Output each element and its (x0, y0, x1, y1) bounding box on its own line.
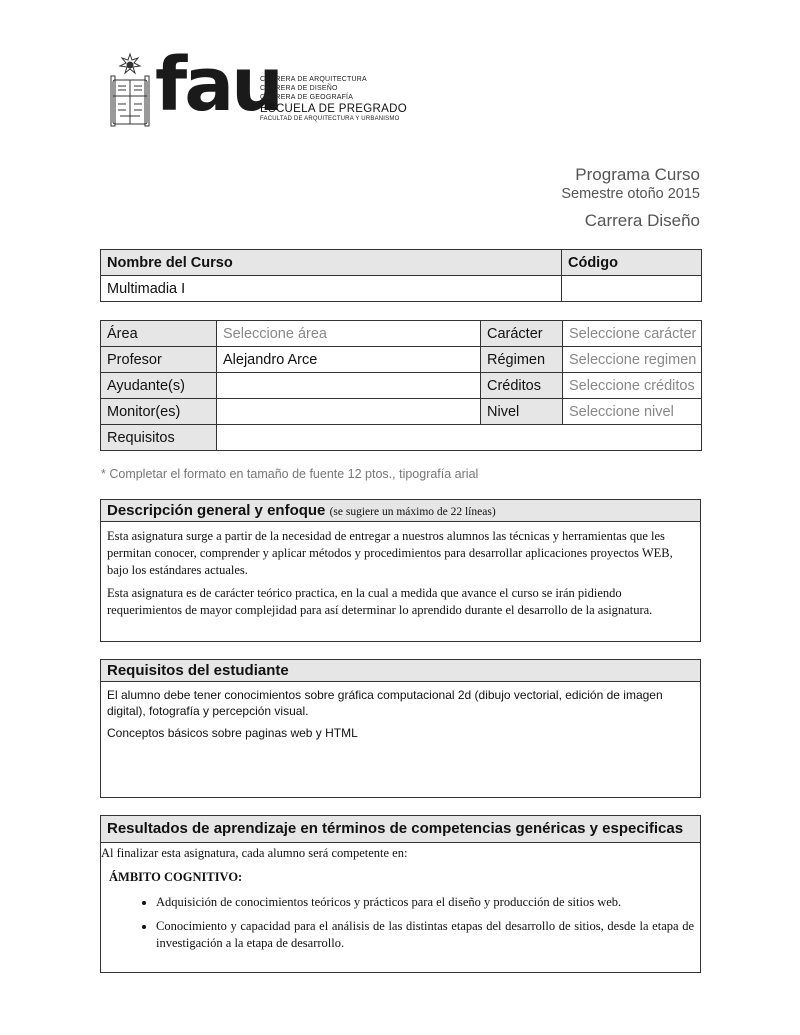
program-title: Programa Curso (575, 165, 700, 184)
course-name-value[interactable]: Multimadia I (101, 276, 562, 302)
caracter-label: Carácter (481, 321, 563, 347)
description-title: Descripción general y enfoque (107, 502, 326, 519)
career-label: Carrera Diseño (584, 211, 700, 230)
area-label: Área (101, 321, 217, 347)
course-name-header: Nombre del Curso (101, 250, 562, 276)
description-paragraph-1: Esta asignatura surge a partir de la necesidad de entregar a nuestros alumnos las técnicas y herramientas que les permitan conocer, comprender y aplicar métodos y procedimientos para desarrollar aplicaciones proyectos WEB, bajo los estándares actuales. (107, 529, 673, 577)
monitor-value[interactable] (217, 399, 481, 425)
course-code-header: Código (562, 250, 702, 276)
format-note: * Completar el formato en tamaño de fuente 12 ptos., tipografía arial (101, 467, 479, 481)
description-note: (se sugiere un máximo de 22 líneas) (329, 506, 496, 518)
caracter-select[interactable]: Seleccione carácter (563, 321, 702, 347)
description-section (100, 499, 701, 642)
logo-school: ESCUELA DE PREGRADO (260, 103, 407, 115)
course-table (100, 249, 702, 302)
university-seal-logo (110, 52, 150, 127)
description-header (101, 500, 700, 522)
requirements-section (100, 659, 701, 798)
area-select[interactable]: Seleccione área (217, 321, 481, 347)
logo-faculty: FACULTAD DE ARQUITECTURA Y URBANISMO (260, 116, 400, 122)
monitor-label: Monitor(es) (101, 399, 217, 425)
course-code-value[interactable] (562, 276, 702, 302)
ayudante-label: Ayudante(s) (101, 373, 217, 399)
course-info-table (100, 320, 702, 451)
results-ambito: ÁMBITO COGNITIVO: (109, 870, 243, 884)
profesor-value[interactable]: Alejandro Arce (217, 347, 481, 373)
ayudante-value[interactable] (217, 373, 481, 399)
logo-career-3: CARRERA DE GEOGRAFÍA (260, 94, 354, 101)
semester-label: Semestre otoño 2015 (561, 186, 700, 202)
requirements-paragraph-2: Conceptos básicos sobre paginas web y HTML (107, 726, 358, 740)
requirements-header: Requisitos del estudiante (101, 660, 700, 682)
results-header: Resultados de aprendizaje en términos de competencias genéricas y especificas (101, 816, 700, 843)
results-intro: Al finalizar esta asignatura, cada alumno será competente en: (101, 846, 408, 860)
regimen-label: Régimen (481, 347, 563, 373)
results-item: • Adquisición de conocimientos teóricos y prácticos para el diseño y producción de sitios web. (156, 894, 694, 911)
requisitos-value[interactable] (217, 425, 702, 451)
results-item: • Conocimiento y capacidad para el análisis de las distintas etapas del desarrollo de sitios, desde la etapa de investigación a la etapa de desarrollo. (156, 918, 694, 952)
results-section (100, 815, 701, 973)
logo-career-1: CARRERA DE ARQUITECTURA (260, 76, 367, 83)
results-list (101, 894, 700, 952)
creditos-select[interactable]: Seleccione créditos (563, 373, 702, 399)
creditos-label: Créditos (481, 373, 563, 399)
nivel-select[interactable]: Seleccione nivel (563, 399, 702, 425)
nivel-label: Nivel (481, 399, 563, 425)
profesor-label: Profesor (101, 347, 217, 373)
requirements-paragraph-1: El alumno debe tener conocimientos sobre gráfica computacional 2d (dibujo vectorial, edición de imagen digital), fotografía y percepción visual. (107, 688, 663, 718)
description-paragraph-2: Esta asignatura es de carácter teórico practica, en la cual a medida que avance el curso se irán pidiendo requerimientos de mayor complejidad para así determinar lo aprendido durante el desarrollo de la asignatura. (107, 586, 653, 617)
fau-logo-text: fau (155, 42, 281, 128)
logo-career-2: CARRERA DE DISEÑO (260, 85, 338, 92)
regimen-select[interactable]: Seleccione regimen (563, 347, 702, 373)
requisitos-label: Requisitos (101, 425, 217, 451)
